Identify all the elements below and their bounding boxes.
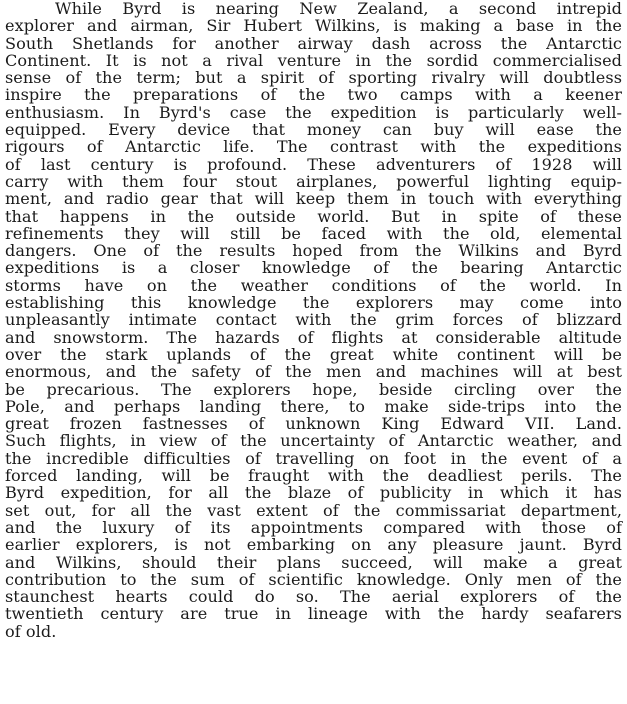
article-line: earlier explorers, is not embarking on any pleasure jaunt. Byrd — [5, 535, 622, 555]
article-line: be precarious. The explorers hope, beside circling over the — [5, 379, 622, 399]
article-line: explorer and airman, Sir Hubert Wilkins, is making a base in the — [5, 16, 622, 36]
article-line: Continent. It is not a rival venture in the sordid commercialised — [5, 50, 622, 70]
article-line: sense of the term; but a spirit of sporting rivalry will doubtless — [5, 68, 622, 88]
article-line: that happens in the outside world. But in spite of these — [5, 206, 622, 226]
article-line: establishing this knowledge the explorers may come into — [5, 293, 622, 313]
article-line: enormous, and the safety of the men and machines will at best — [5, 362, 622, 382]
article-line: of last century is profound. These adventurers of 1928 will — [5, 154, 622, 174]
article-line: While Byrd is nearing New Zealand, a second intrepid — [55, 0, 622, 18]
article-line: rigours of Antarctic life. The contrast with the expeditions — [5, 137, 622, 157]
article-line: and the luxury of its appointments compared with those of — [5, 517, 622, 537]
article-line: carry with them four stout airplanes, powerful lighting equip- — [5, 171, 622, 191]
article-line: great frozen fastnesses of unknown King Edward VII. Land. — [5, 414, 622, 434]
article-line: equipped. Every device that money can buy will ease the — [5, 120, 622, 140]
article-line: storms have on the weather conditions of the world. In — [5, 275, 622, 295]
article-line: inspire the preparations of the two camps with a keener — [5, 85, 622, 105]
article-line: contribution to the sum of scientific knowledge. Only men of the — [5, 569, 622, 589]
article-line: Such flights, in view of the uncertainty of Antarctic weather, and — [5, 431, 622, 451]
article-line: expeditions is a closer knowledge of the bearing Antarctic — [5, 258, 622, 278]
article-line-last: of old. — [5, 621, 57, 641]
article-line: unpleasantly intimate contact with the grim forces of blizzard — [5, 310, 622, 330]
article-line: South Shetlands for another airway dash across the Antarctic — [5, 33, 622, 53]
article-body — [5, 0, 622, 640]
article-line: twentieth century are true in lineage with the hardy seafarers — [5, 604, 622, 624]
article-line: dangers. One of the results hoped from the Wilkins and Byrd — [5, 241, 622, 261]
article-line: Pole, and perhaps landing there, to make side-trips into the — [5, 396, 622, 416]
article-line: refinements they will still be faced with the old, elemental — [5, 223, 622, 243]
article-line: set out, for all the vast extent of the commissariat department, — [5, 500, 622, 520]
article-line: forced landing, will be fraught with the deadliest perils. The — [5, 466, 622, 486]
article-line: Byrd expedition, for all the blaze of publicity in which it has — [5, 483, 622, 503]
article-line: enthusiasm. In Byrd's case the expedition is particularly well- — [5, 102, 622, 122]
article-line: staunchest hearts could do so. The aerial explorers of the — [5, 587, 622, 607]
article-line: the incredible difficulties of travelling on foot in the event of a — [5, 448, 622, 468]
article-line: and snowstorm. The hazards of flights at considerable altitude — [5, 327, 622, 347]
article-line: and Wilkins, should their plans succeed, will make a great — [5, 552, 622, 572]
article-line: over the stark uplands of the great white continent will be — [5, 344, 622, 364]
article-line: ment, and radio gear that will keep them in touch with everything — [5, 189, 622, 209]
